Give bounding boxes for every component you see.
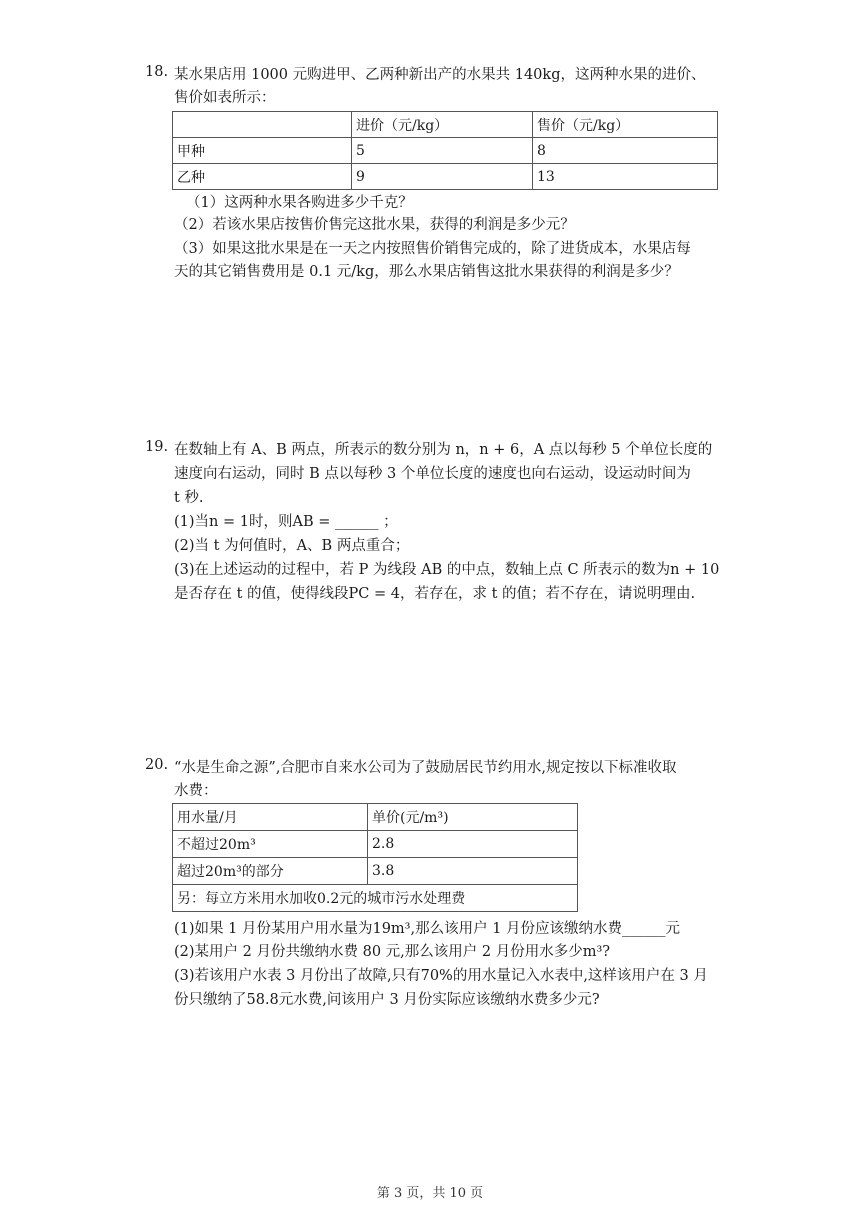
table-row: [173, 885, 578, 912]
question-part: (2)当 t 为何值时，A、B 两点重合；: [174, 538, 410, 554]
question-part: 是否存在 t 的值，使得线段PC = 4，若存在，求 t 的值；若不存在，请说明理由.: [174, 586, 696, 602]
question-part: (3)若该用户水表 3 月份出了故障,只有70%的用水量记入水表中,这样该用户在 3 月: [174, 968, 708, 984]
table-note: 另：每立方米用水加收0.2元的城市污水处理费: [173, 885, 578, 912]
question-part: (1)当n = 1时，则AB = ______ ；: [174, 514, 398, 530]
table-row: [173, 858, 578, 885]
table-cell: 进价（元/kg）: [352, 112, 533, 138]
question-part: 份只缴纳了58.8元水费,问该用户 3 月份实际应该缴纳水费多少元?: [174, 992, 600, 1008]
question-text: “水是生命之源”,合肥市自来水公司为了鼓励居民节约用水,规定按以下标准收取: [174, 760, 677, 776]
table-row: [173, 138, 718, 164]
question-text: 某水果店用 1000 元购进甲、乙两种新出产的水果共 140kg，这两种水果的进价、: [174, 67, 706, 83]
question-text: 速度向右运动，同时 B 点以每秒 3 个单位长度的速度也向右运动，设运动时间为: [174, 466, 691, 482]
table-cell: 不超过20m³: [173, 831, 368, 858]
table-header-row: [173, 112, 718, 138]
page-footer: 第 3 页，共 10 页: [376, 1186, 484, 1201]
question-part: 天的其它销售费用是 0.1 元/kg，那么水果店销售这批水果获得的利润是多少？: [174, 264, 679, 280]
table-cell: 用水量/月: [173, 804, 368, 831]
table-cell: 单价(元/m³): [368, 804, 578, 831]
question-text: 水费：: [174, 783, 218, 799]
table-cell: 2.8: [368, 831, 578, 858]
table-row: [173, 831, 578, 858]
table-cell: 乙种: [173, 164, 352, 190]
question-part: （1）这两种水果各购进多少千克？: [186, 195, 413, 211]
question-number: 18.: [145, 64, 169, 80]
table-cell: 售价（元/kg）: [533, 112, 718, 138]
table-cell: 3.8: [368, 858, 578, 885]
table-cell: [173, 112, 352, 138]
question-part: （3）如果这批水果是在一天之内按照售价销售完成的，除了进货成本，水果店每: [174, 241, 691, 257]
table-cell: 13: [533, 164, 718, 190]
question-part: （2）若该水果店按售价售完这批水果，获得的利润是多少元？: [174, 217, 575, 233]
table-cell: 甲种: [173, 138, 352, 164]
table-cell: 5: [352, 138, 533, 164]
question-part: (2)某用户 2 月份共缴纳水费 80 元,那么该用户 2 月份用水多少m³?: [174, 944, 611, 960]
table-header-row: [173, 804, 578, 831]
table-cell: 8: [533, 138, 718, 164]
table-row: [173, 164, 718, 190]
question-text: 在数轴上有 A、B 两点，所表示的数分别为 n，n + 6，A 点以每秒 5 个单位长度的: [174, 442, 713, 458]
question-number: 20.: [145, 757, 169, 773]
table-cell: 超过20m³的部分: [173, 858, 368, 885]
water-fee-table: [172, 803, 578, 912]
question-part: (3)在上述运动的过程中，若 P 为线段 AB 的中点，数轴上点 C 所表示的数为n + 10: [174, 562, 720, 578]
question-number: 19.: [145, 439, 169, 455]
question-text: t 秒.: [174, 490, 204, 506]
table-cell: 9: [352, 164, 533, 190]
question-text: 售价如表所示：: [174, 90, 276, 106]
question-part: (1)如果 1 月份某用户用水量为19m³,那么该用户 1 月份应该缴纳水费______元: [174, 921, 681, 937]
price-table: [172, 111, 718, 190]
